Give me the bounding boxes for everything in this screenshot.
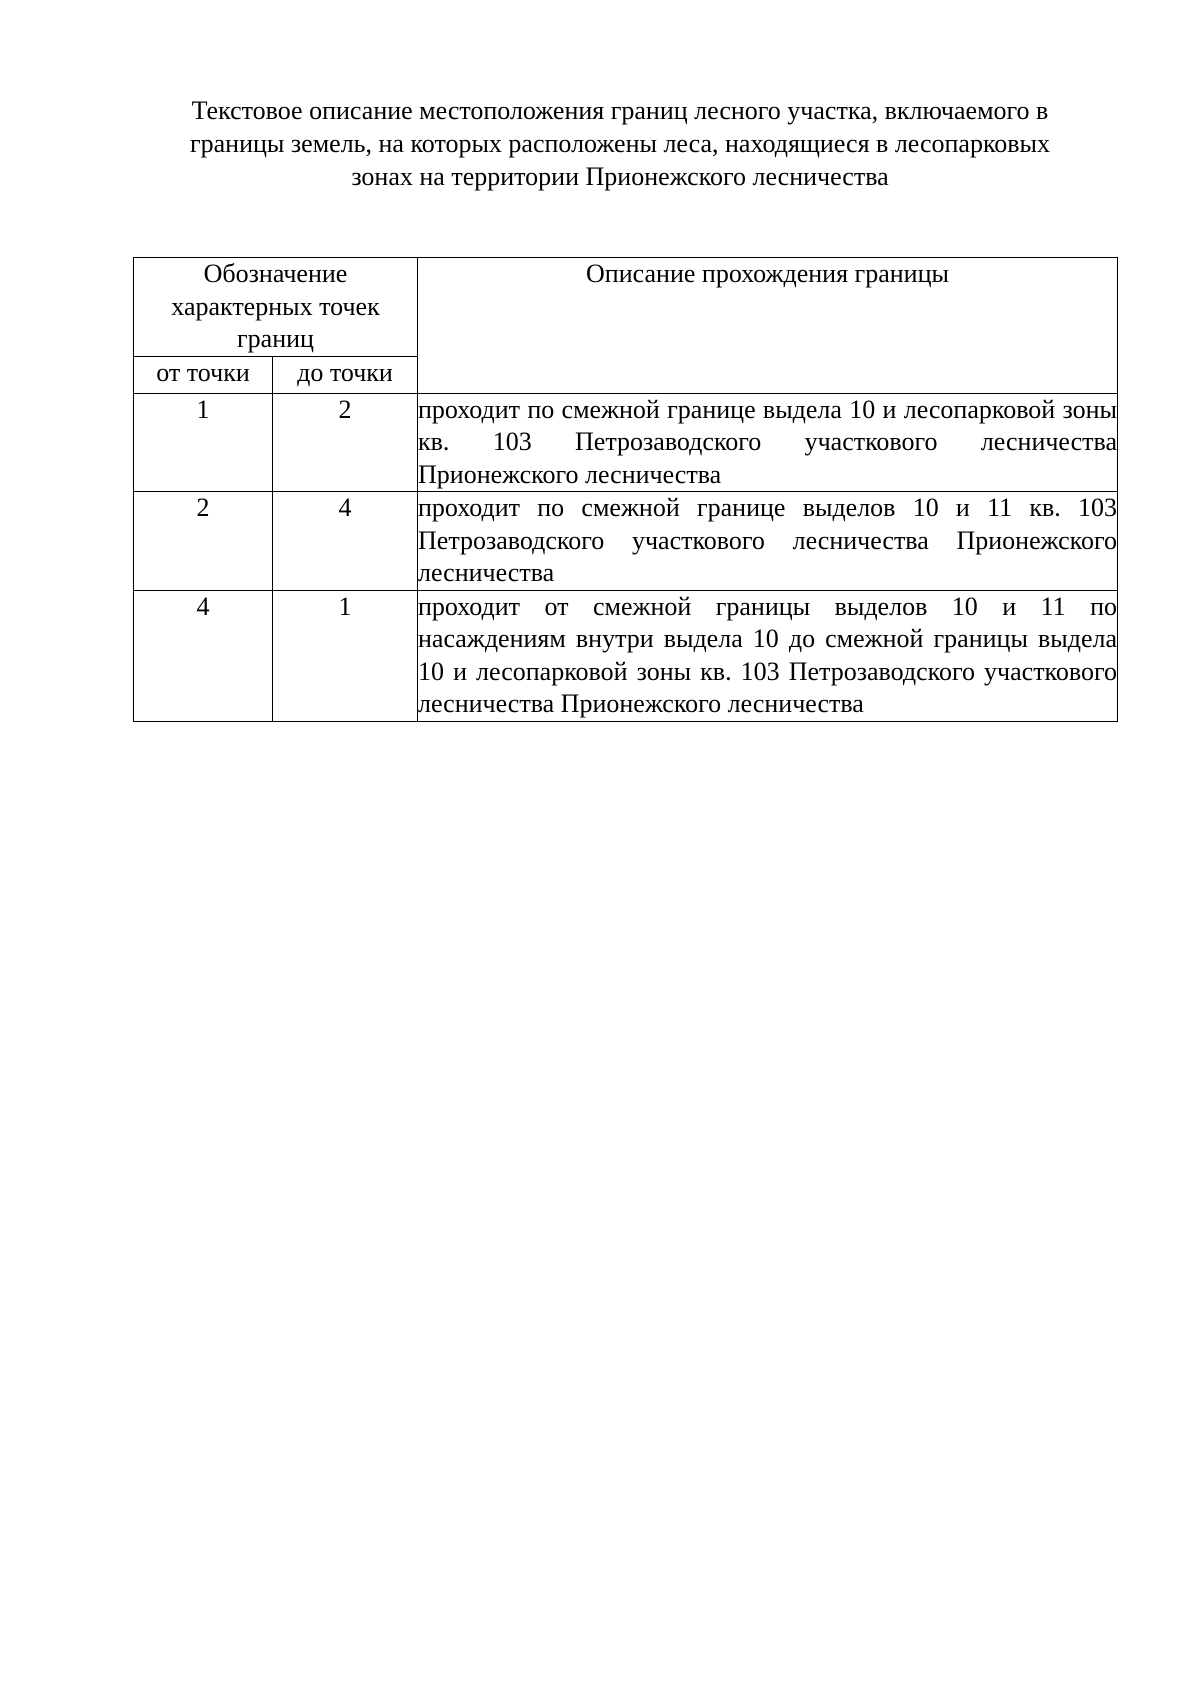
cell-to-point: 1 bbox=[273, 590, 418, 721]
cell-from-point: 2 bbox=[134, 492, 273, 591]
header-from-point: от точки bbox=[134, 356, 273, 393]
cell-description: проходит по смежной границе выдела 10 и лесопарковой зоны кв. 103 Петрозаводского участкового лесничества Прионежского лесничества bbox=[418, 393, 1118, 492]
header-description: Описание прохождения границы bbox=[418, 258, 1118, 394]
cell-description: проходит по смежной границе выделов 10 и 11 кв. 103 Петрозаводского участкового лесничества Прионежского лесничества bbox=[418, 492, 1118, 591]
header-points: Обозначение характерных точек границ bbox=[134, 258, 418, 357]
page-title bbox=[140, 94, 1100, 193]
table-row bbox=[134, 492, 1118, 591]
table-row bbox=[134, 590, 1118, 721]
title-line-2: границы земель, на которых расположены леса, находящиеся в лесопарковых bbox=[189, 129, 1051, 158]
cell-from-point: 1 bbox=[134, 393, 273, 492]
title-line-3: зонах на территории Прионежского лесничества bbox=[351, 162, 889, 191]
cell-to-point: 2 bbox=[273, 393, 418, 492]
boundary-table bbox=[133, 257, 1118, 722]
cell-from-point: 4 bbox=[134, 590, 273, 721]
title-line-1: Текстовое описание местоположения границ лесного участка, включаемого в bbox=[191, 96, 1049, 125]
cell-description: проходит от смежной границы выделов 10 и 11 по насаждениям внутри выдела 10 до смежной границы выдела 10 и лесопарковой зоны кв. 103 Петрозаводского участкового лесничества Прионежского лесничества bbox=[418, 590, 1118, 721]
table-row bbox=[134, 393, 1118, 492]
header-to-point: до точки bbox=[273, 356, 418, 393]
cell-to-point: 4 bbox=[273, 492, 418, 591]
table-header-row bbox=[134, 258, 1118, 357]
